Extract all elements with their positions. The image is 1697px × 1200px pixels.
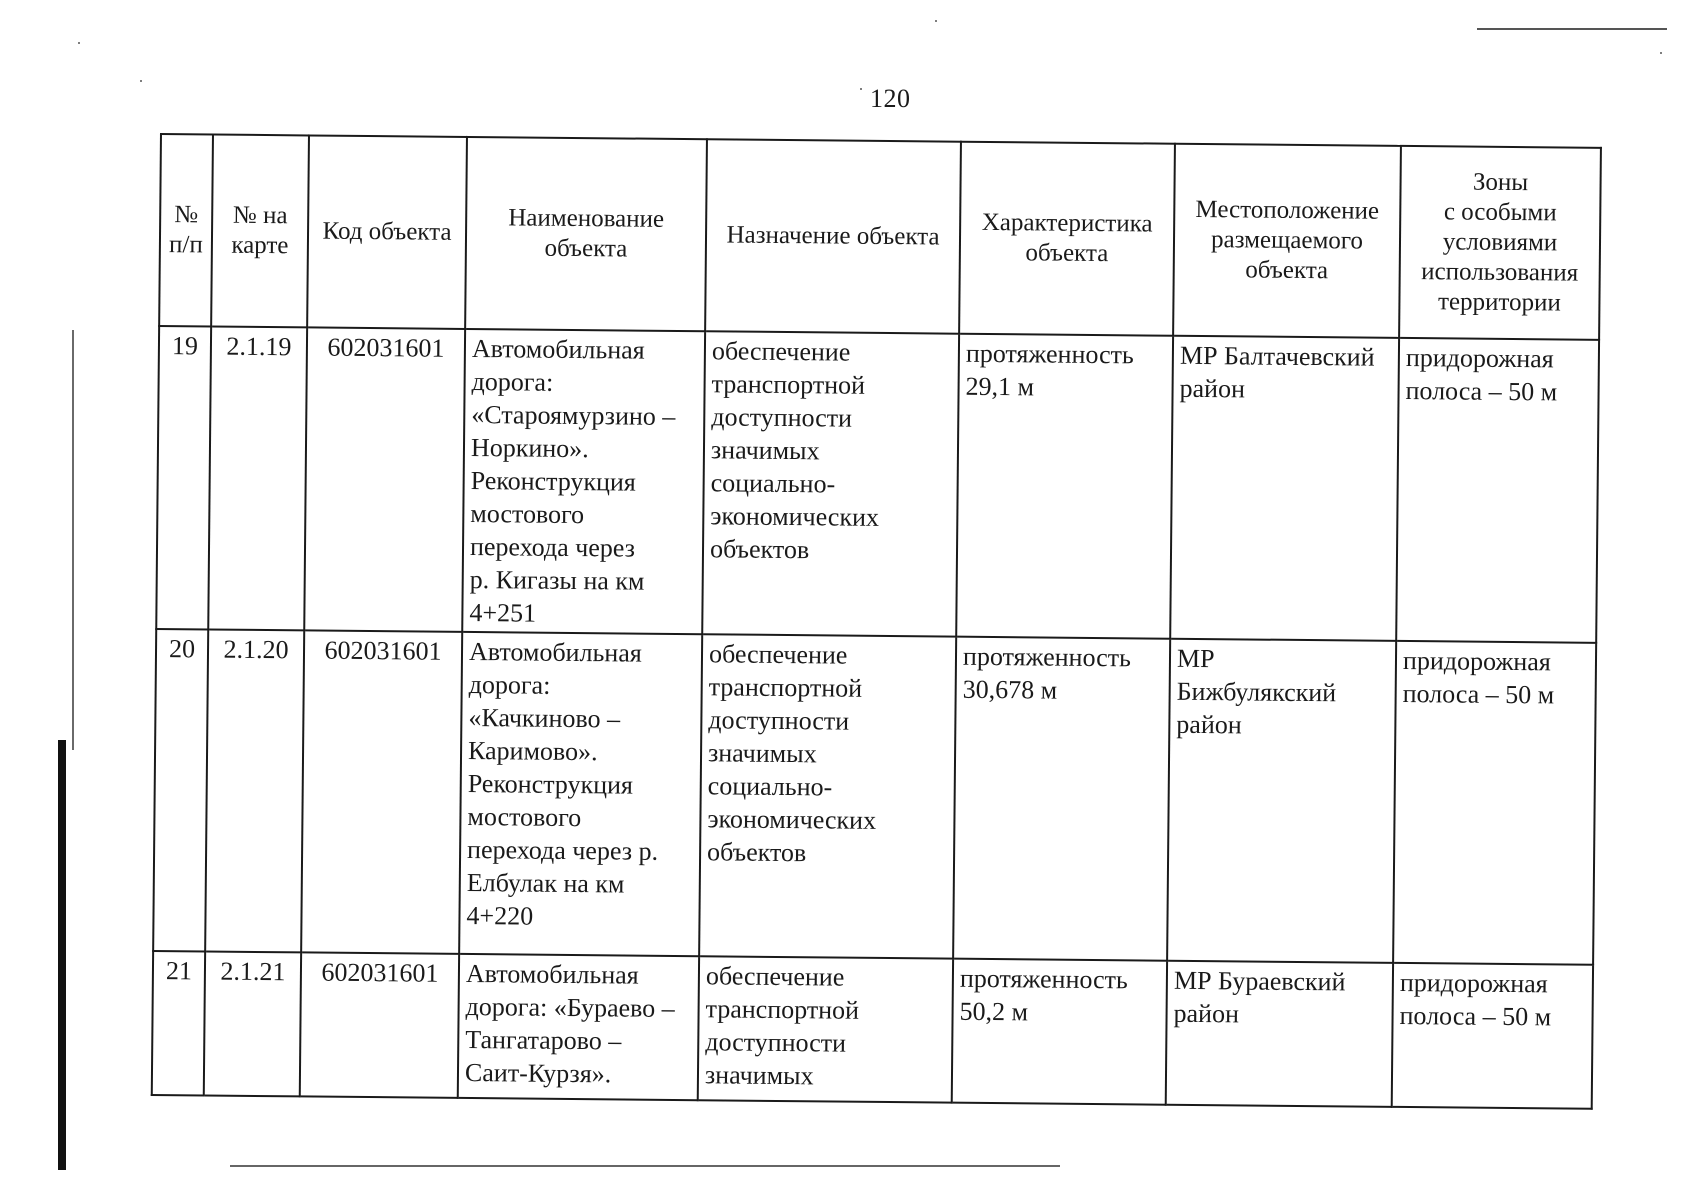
cell-object-code: 602031601 (301, 630, 462, 954)
scan-margin-bar (58, 740, 66, 1170)
scan-top-line (1477, 28, 1667, 30)
cell-object-name: Автомобильная дорога: «Качкиново – Каримово». Реконструкция мостового перехода через р. Елбулак на км 4+220 (459, 632, 702, 956)
cell-object-characteristic: протяженность 30,678 м (953, 637, 1170, 961)
header-object-characteristic: Характеристика объекта (959, 142, 1175, 336)
cell-special-zones: придорожная полоса – 50 м (1396, 338, 1599, 643)
scan-speck (78, 42, 80, 44)
cell-map-number: 2.1.20 (205, 629, 304, 952)
header-object-purpose: Назначение объекта (705, 139, 961, 333)
cell-object-name: Автомобильная дорога: «Бураево – Тангатарово – Саит-Курзя». (458, 954, 699, 1100)
cell-object-location: МР Балтачевский район (1170, 336, 1399, 641)
cell-object-purpose: обеспечение транспортной доступности значимых (698, 956, 953, 1102)
table-row (156, 326, 1599, 643)
cell-num: 19 (156, 326, 211, 629)
header-object-location: Местоположение размещаемого объекта (1173, 144, 1401, 338)
cell-object-characteristic: протяженность 50,2 м (952, 959, 1167, 1105)
scan-speck (860, 88, 862, 90)
header-object-code: Код объекта (307, 135, 467, 329)
objects-table (151, 133, 1602, 1110)
table-header (159, 134, 1601, 340)
cell-object-name: Автомобильная дорога: «Староямурзино – Норкино». Реконструкция мостового перехода через р. Кигазы на км 4+251 (462, 329, 705, 634)
header-num: № п/п (159, 134, 213, 326)
cell-object-purpose: обеспечение транспортной доступности значимых социально- экономических объектов (699, 634, 956, 958)
page-number: 120 (870, 84, 911, 113)
table-body (152, 326, 1599, 1109)
cell-map-number: 2.1.21 (204, 951, 301, 1096)
scan-margin-line (72, 330, 74, 750)
scan-speck (935, 20, 937, 22)
cell-object-purpose: обеспечение транспортной доступности значимых социально- экономических объектов (702, 331, 959, 636)
objects-table-wrapper (151, 133, 1600, 1110)
cell-special-zones: придорожная полоса – 50 м (1392, 963, 1593, 1109)
cell-num: 20 (153, 629, 208, 951)
cell-object-location: МР Бижбулякский район (1167, 639, 1396, 963)
cell-num: 21 (152, 951, 205, 1095)
cell-object-code: 602031601 (304, 327, 465, 632)
scan-speck (1660, 52, 1662, 54)
cell-special-zones: придорожная полоса – 50 м (1393, 641, 1596, 965)
cell-map-number: 2.1.19 (208, 326, 307, 630)
scan-bottom-line (230, 1165, 1060, 1167)
header-row (159, 134, 1601, 340)
header-map-number: № на карте (211, 135, 309, 328)
cell-object-characteristic: протяженность 29,1 м (956, 334, 1173, 639)
table-row (153, 629, 1596, 965)
table-row (152, 951, 1593, 1109)
header-object-name: Наименование объекта (465, 137, 707, 331)
cell-object-code: 602031601 (300, 952, 459, 1098)
header-special-zones: Зоны с особыми условиями использования территории (1399, 146, 1601, 340)
cell-object-location: МР Бураевский район (1166, 961, 1393, 1107)
scan-speck (140, 80, 142, 82)
